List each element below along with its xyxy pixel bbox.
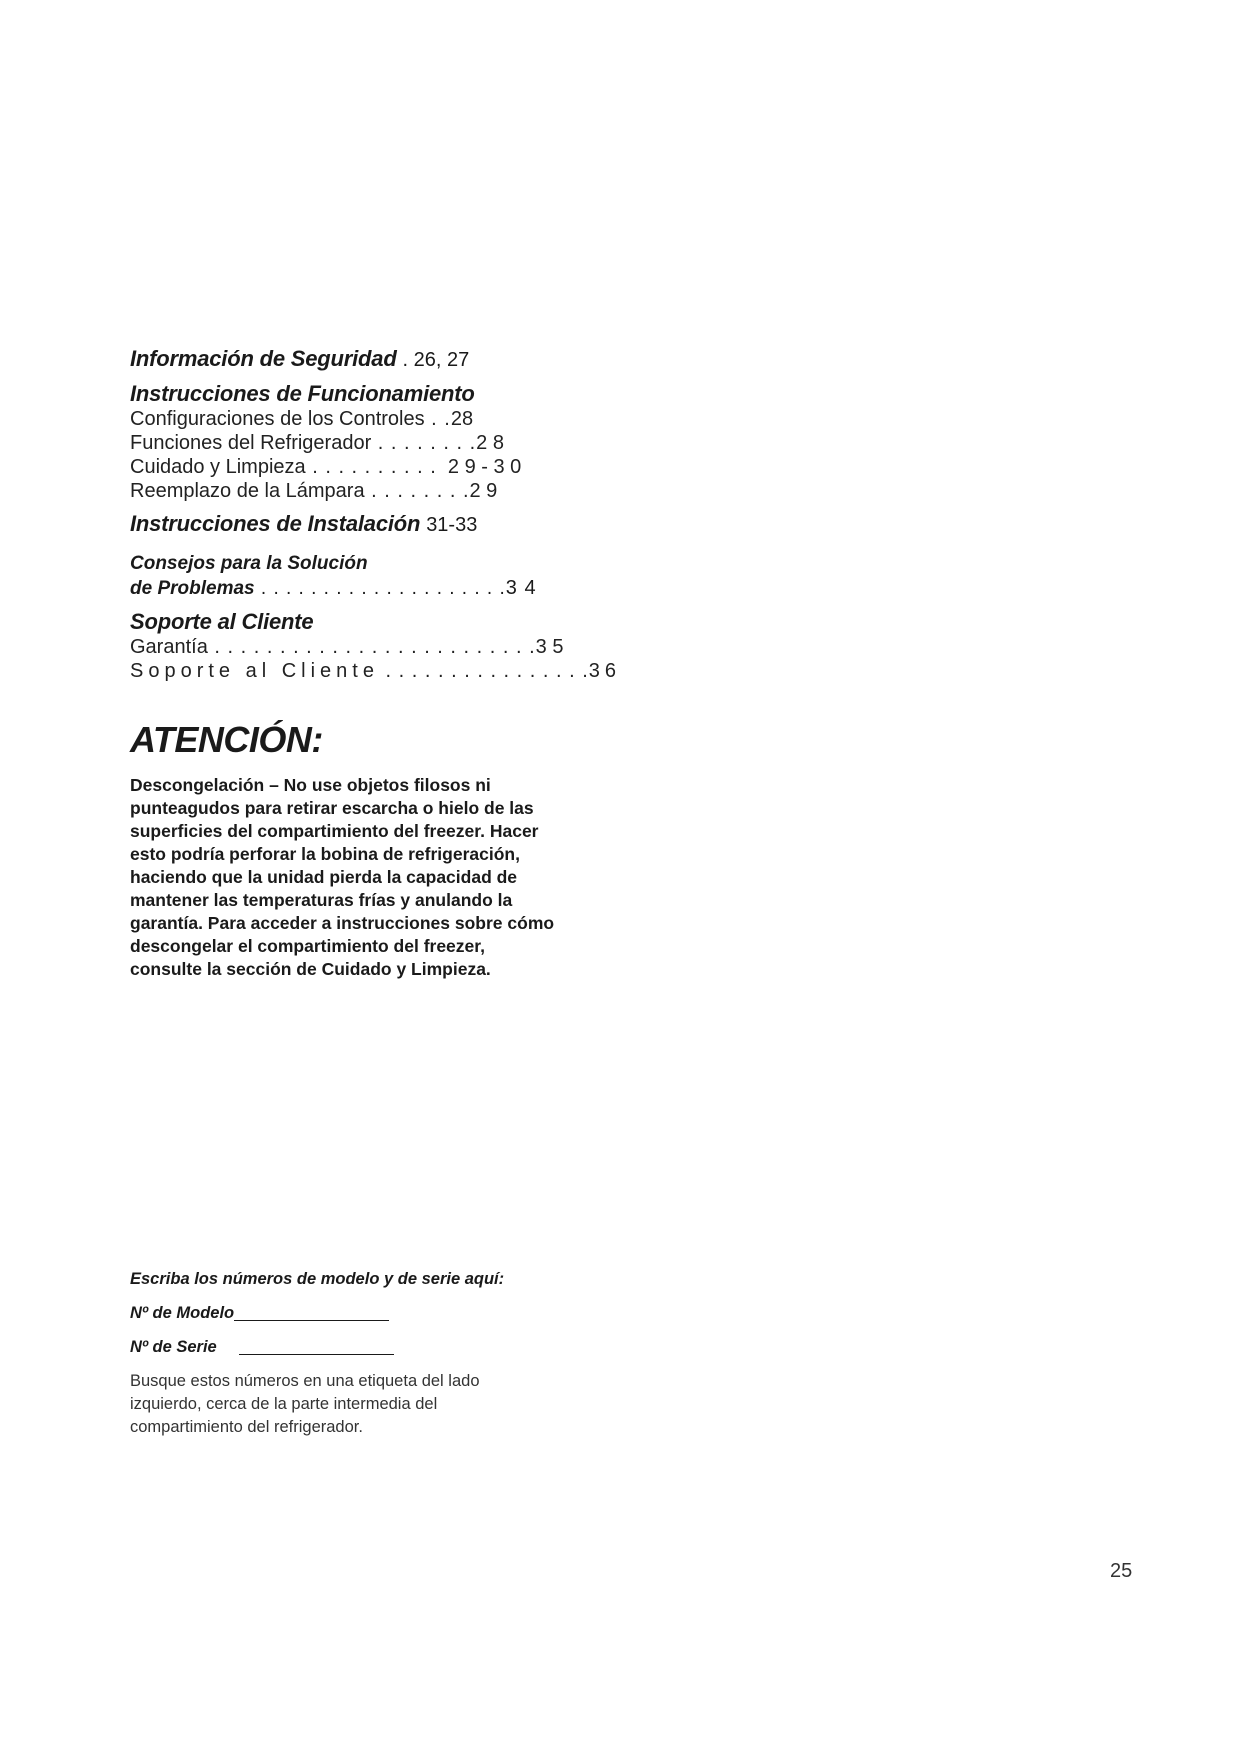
toc-item-customer-support: Soporte al Cliente . . . . . . . . . . . . . . . .36 <box>130 660 622 682</box>
attention-title: ATENCIÓN: <box>130 719 323 760</box>
serial-number-line <box>239 1353 394 1355</box>
toc-item-functions: Funciones del Refrigerador . . . . . . . .2 8 <box>130 432 504 454</box>
table-of-contents <box>130 346 630 683</box>
toc-troubleshooting-line1: Consejos para la Solución <box>130 553 368 574</box>
model-number-label: Nº de Modelo <box>130 1304 235 1322</box>
attention-section <box>130 718 690 981</box>
serial-number-label: Nº de Serie <box>130 1338 217 1356</box>
toc-support-title: Soporte al Cliente <box>130 609 314 634</box>
attention-body: Descongelación – No use objetos filosos ni punteagudos para retirar escarcha o hielo de las superficies del compartimiento del freezer. Hacer esto podría perforar la bobina de refrigeración, haciendo que la unidad pierda la capacidad de mantener las temperaturas frías y anulando la garantía. Para acceder a instrucciones sobre cómo descongelar el compartimiento del freezer, consulte la sección de Cuidado y Limpieza. <box>130 775 555 979</box>
toc-item-controls: Configuraciones de los Controles . .28 <box>130 408 474 430</box>
toc-operating-title: Instrucciones de Funcionamiento <box>130 381 475 406</box>
page-number: 25 <box>1110 1560 1133 1582</box>
model-serial-section <box>130 1268 610 1439</box>
model-intro: Escriba los números de modelo y de serie aquí: <box>130 1270 505 1288</box>
serial-number-field <box>130 1336 610 1358</box>
model-number-field <box>130 1302 610 1324</box>
toc-item-lamp: Reemplazo de la Lámpara . . . . . . . .2 9 <box>130 480 498 502</box>
toc-item-warranty: Garantía . . . . . . . . . . . . . . . . . . . . . . . . .3 5 <box>130 636 564 658</box>
toc-safety-title: Información de Seguridad <box>130 346 397 371</box>
toc-troubleshooting-line2: de Problemas . . . . . . . . . . . . . . . . . . . .3 4 <box>130 577 537 599</box>
toc-installation-pages: 31-33 <box>426 514 478 536</box>
model-note: Busque estos números en una etiqueta del lado izquierdo, cerca de la parte intermedia del compartimiento del refrigerador. <box>130 1372 480 1436</box>
model-number-line <box>234 1319 389 1321</box>
toc-installation <box>130 511 630 538</box>
toc-installation-title: Instrucciones de Instalación <box>130 511 421 536</box>
toc-safety-pages: . 26, 27 <box>402 349 470 371</box>
toc-safety <box>130 346 630 373</box>
toc-item-care: Cuidado y Limpieza . . . . . . . . . . 2 9 - 3 0 <box>130 456 522 478</box>
